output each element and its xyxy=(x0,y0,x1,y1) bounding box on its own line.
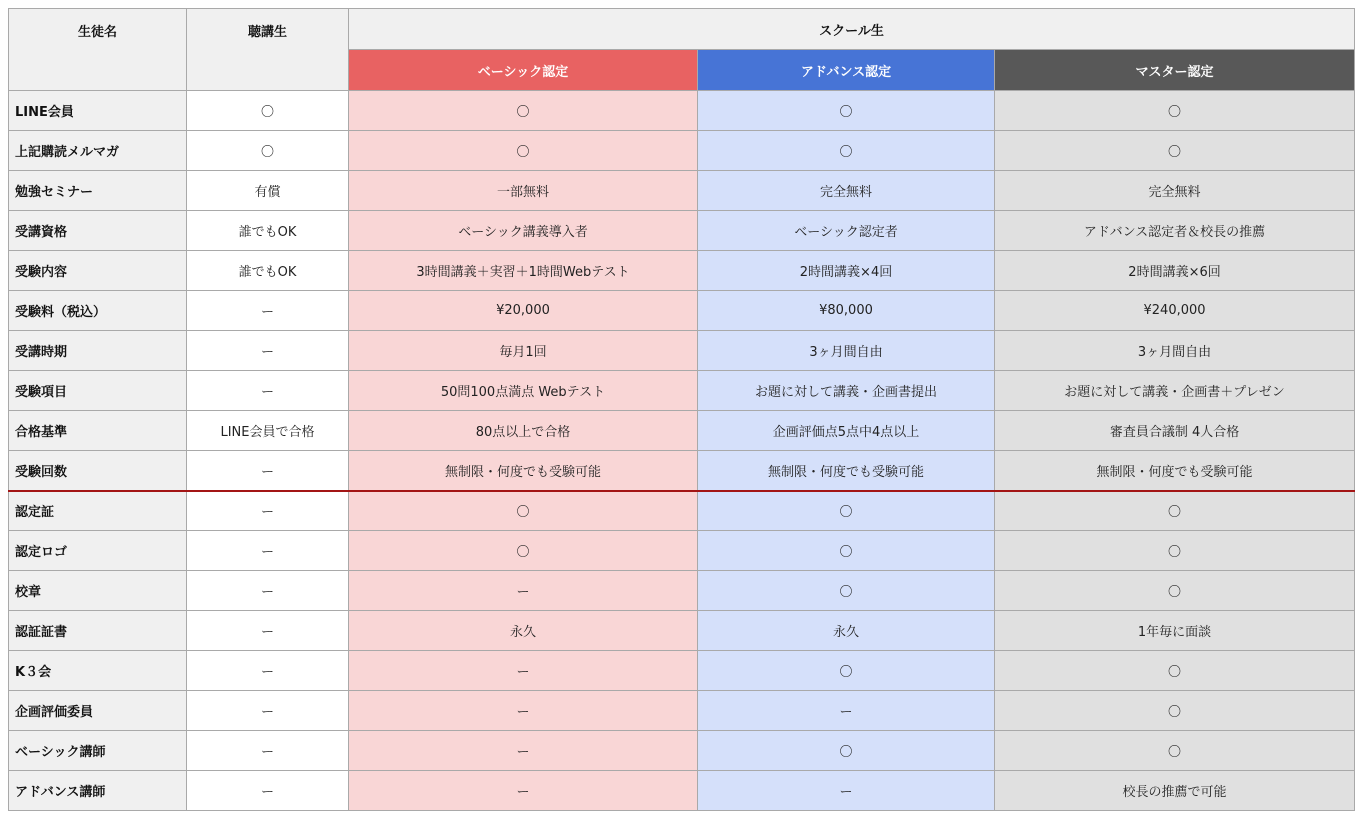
master-cell: 〇 xyxy=(995,691,1355,731)
auditor-cell: 〇 xyxy=(187,131,349,171)
table-row xyxy=(9,251,1355,291)
advanced-cell: 2時間講義×4回 xyxy=(698,251,995,291)
auditor-cell: ー xyxy=(187,331,349,371)
basic-cell: 〇 xyxy=(349,131,698,171)
basic-cell: 〇 xyxy=(349,91,698,131)
row-label: 企画評価委員 xyxy=(9,691,187,731)
basic-cell: 3時間講義＋実習＋1時間Webテスト xyxy=(349,251,698,291)
table-row xyxy=(9,771,1355,811)
row-label: 校章 xyxy=(9,571,187,611)
master-cell: 〇 xyxy=(995,131,1355,171)
table-header xyxy=(9,9,1355,91)
auditor-cell: ー xyxy=(187,731,349,771)
header-row-top xyxy=(9,9,1355,50)
table-row xyxy=(9,451,1355,491)
row-label: 受験料（税込） xyxy=(9,291,187,331)
master-cell: 2時間講義×6回 xyxy=(995,251,1355,291)
row-label: 合格基準 xyxy=(9,411,187,451)
auditor-cell: ー xyxy=(187,491,349,531)
basic-cell: ー xyxy=(349,571,698,611)
auditor-cell: ー xyxy=(187,291,349,331)
auditor-cell: ー xyxy=(187,451,349,491)
table-row xyxy=(9,491,1355,531)
advanced-cell: 〇 xyxy=(698,571,995,611)
basic-cell: ー xyxy=(349,651,698,691)
basic-cell: ー xyxy=(349,731,698,771)
basic-cell: 永久 xyxy=(349,611,698,651)
advanced-cell: 3ヶ月間自由 xyxy=(698,331,995,371)
row-label: ベーシック講師 xyxy=(9,731,187,771)
row-label: 受験回数 xyxy=(9,451,187,491)
auditor-cell: ー xyxy=(187,771,349,811)
table-row xyxy=(9,211,1355,251)
row-label: 受験項目 xyxy=(9,371,187,411)
advanced-cell: お題に対して講義・企画書提出 xyxy=(698,371,995,411)
basic-cell: ベーシック講義導入者 xyxy=(349,211,698,251)
table-row xyxy=(9,651,1355,691)
advanced-cell: 〇 xyxy=(698,731,995,771)
advanced-cell: 〇 xyxy=(698,91,995,131)
comparison-table-container xyxy=(8,8,1355,811)
basic-cell: ー xyxy=(349,771,698,811)
master-cell: 審査員合議制 4人合格 xyxy=(995,411,1355,451)
master-cell: 〇 xyxy=(995,531,1355,571)
advanced-certification-header: アドバンス認定 xyxy=(698,50,995,91)
advanced-cell: 〇 xyxy=(698,131,995,171)
advanced-cell: 完全無料 xyxy=(698,171,995,211)
row-label: 認証証書 xyxy=(9,611,187,651)
table-row xyxy=(9,571,1355,611)
table-row xyxy=(9,371,1355,411)
master-cell: 〇 xyxy=(995,571,1355,611)
table-row xyxy=(9,131,1355,171)
auditor-header: 聴講生 xyxy=(187,9,349,91)
school-student-header: スクール生 xyxy=(349,9,1355,50)
table-row xyxy=(9,91,1355,131)
master-cell: 〇 xyxy=(995,651,1355,691)
basic-cell: 80点以上で合格 xyxy=(349,411,698,451)
master-cell: 〇 xyxy=(995,91,1355,131)
auditor-cell: 誰でもOK xyxy=(187,251,349,291)
table-row xyxy=(9,531,1355,571)
advanced-cell: 無制限・何度でも受験可能 xyxy=(698,451,995,491)
basic-cell: 〇 xyxy=(349,531,698,571)
advanced-cell: ー xyxy=(698,691,995,731)
table-row xyxy=(9,331,1355,371)
table-row xyxy=(9,731,1355,771)
row-label: 勉強セミナー xyxy=(9,171,187,211)
auditor-cell: LINE会員で合格 xyxy=(187,411,349,451)
advanced-cell: 永久 xyxy=(698,611,995,651)
row-label: 受験内容 xyxy=(9,251,187,291)
basic-cell: 毎月1回 xyxy=(349,331,698,371)
master-cell: アドバンス認定者＆校長の推薦 xyxy=(995,211,1355,251)
auditor-cell: 有償 xyxy=(187,171,349,211)
certification-comparison-table xyxy=(8,8,1355,811)
master-cell: 〇 xyxy=(995,491,1355,531)
table-row xyxy=(9,691,1355,731)
row-label: 上記購読メルマガ xyxy=(9,131,187,171)
table-body xyxy=(9,91,1355,811)
student-name-header: 生徒名 xyxy=(9,9,187,91)
master-cell: 3ヶ月間自由 xyxy=(995,331,1355,371)
row-label: アドバンス講師 xyxy=(9,771,187,811)
master-cell: 無制限・何度でも受験可能 xyxy=(995,451,1355,491)
master-cell: ¥240,000 xyxy=(995,291,1355,331)
basic-certification-header: ベーシック認定 xyxy=(349,50,698,91)
row-label: 受講時期 xyxy=(9,331,187,371)
master-cell: 1年毎に面談 xyxy=(995,611,1355,651)
row-label: K３会 xyxy=(9,651,187,691)
table-row xyxy=(9,611,1355,651)
basic-cell: 〇 xyxy=(349,491,698,531)
auditor-cell: ー xyxy=(187,691,349,731)
basic-cell: ¥20,000 xyxy=(349,291,698,331)
master-cell: 完全無料 xyxy=(995,171,1355,211)
advanced-cell: 〇 xyxy=(698,491,995,531)
auditor-cell: ー xyxy=(187,611,349,651)
master-certification-header: マスター認定 xyxy=(995,50,1355,91)
auditor-cell: ー xyxy=(187,531,349,571)
master-cell: 校長の推薦で可能 xyxy=(995,771,1355,811)
basic-cell: ー xyxy=(349,691,698,731)
auditor-cell: ー xyxy=(187,371,349,411)
basic-cell: 一部無料 xyxy=(349,171,698,211)
basic-cell: 無制限・何度でも受験可能 xyxy=(349,451,698,491)
auditor-cell: 〇 xyxy=(187,91,349,131)
auditor-cell: ー xyxy=(187,651,349,691)
row-label: 認定証 xyxy=(9,491,187,531)
row-label: 認定ロゴ xyxy=(9,531,187,571)
advanced-cell: 〇 xyxy=(698,531,995,571)
advanced-cell: ベーシック認定者 xyxy=(698,211,995,251)
advanced-cell: ー xyxy=(698,771,995,811)
table-row xyxy=(9,171,1355,211)
table-row xyxy=(9,411,1355,451)
row-label: 受講資格 xyxy=(9,211,187,251)
row-label: LINE会員 xyxy=(9,91,187,131)
advanced-cell: 〇 xyxy=(698,651,995,691)
basic-cell: 50問100点満点 Webテスト xyxy=(349,371,698,411)
master-cell: 〇 xyxy=(995,731,1355,771)
auditor-cell: 誰でもOK xyxy=(187,211,349,251)
advanced-cell: ¥80,000 xyxy=(698,291,995,331)
advanced-cell: 企画評価点5点中4点以上 xyxy=(698,411,995,451)
auditor-cell: ー xyxy=(187,571,349,611)
master-cell: お題に対して講義・企画書＋プレゼン xyxy=(995,371,1355,411)
table-row xyxy=(9,291,1355,331)
